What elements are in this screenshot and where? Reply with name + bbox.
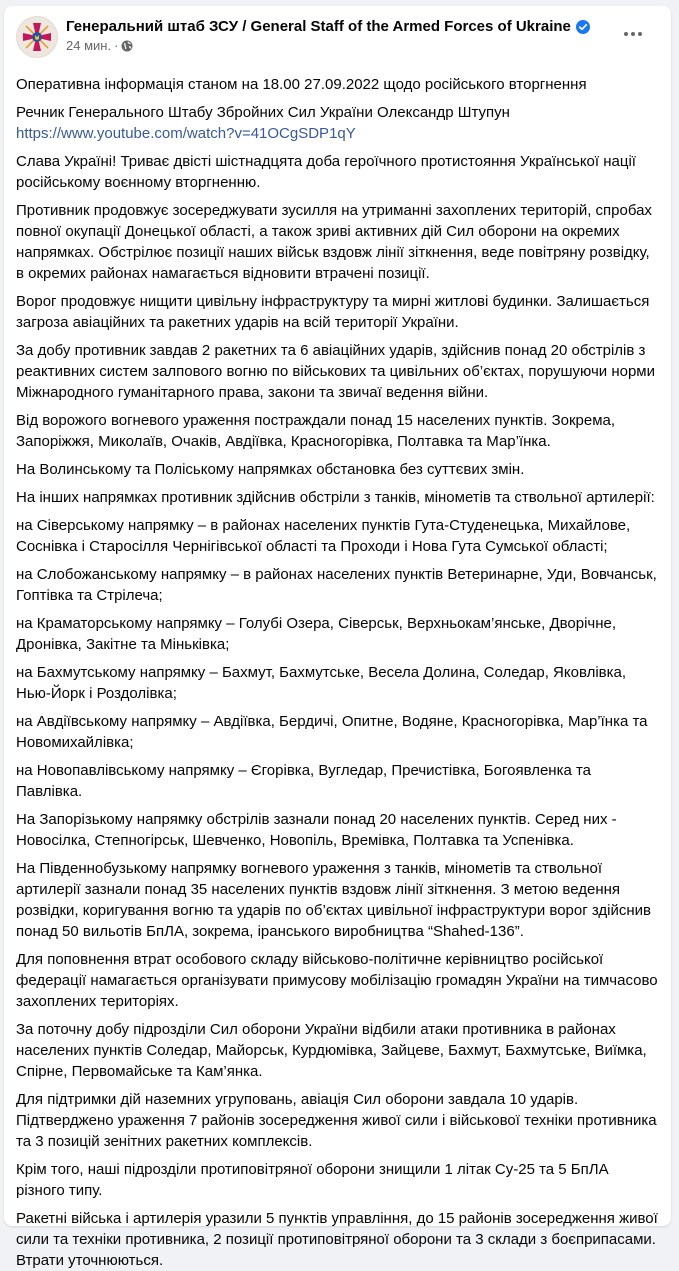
paragraph: За поточну добу підрозділи Сил оборони України відбили атаки противника в районах населених пунктів Соледар, Майорськ, Курдюмівка, Зайцеве, Бахмут, Бахмутське, Виїмка, Спірне, Первомайське та Кам’янка. xyxy=(16,1021,647,1080)
paragraph: на Краматорському напрямку – Голубі Озера, Сіверськ, Верхньокам’янське, Дворічне, Дронівка, Закітне та Міньківка; xyxy=(16,615,617,653)
separator: · xyxy=(114,38,119,53)
post-meta xyxy=(66,17,590,55)
paragraph: На Запорізькому напрямку обстрілів зазнали понад 20 населених пунктів. Серед них - Новосілка, Степногірськ, Шевченко, Новопіль, Времівка, Полтавка та Успенівка. xyxy=(16,811,617,849)
more-dot xyxy=(638,32,642,36)
paragraph: Противник продовжує зосереджувати зусилля на утриманні захоплених територій, спробах повної окупації Донецької області, а також зриві активних дій Сил оборони на окремих напрямках. Обстрілює позиції наших військ вздовж лінії зіткнення, веде повітряну розвідку, в окремих районах намагається відновити втрачені позиції. xyxy=(16,202,652,282)
paragraph: Крім того, наші підрозділи протиповітряної оборони знищили 1 літак Су-25 та 5 БпЛА різного типу. xyxy=(16,1161,609,1199)
author-name-link[interactable]: Генеральний штаб ЗСУ / General Staff of the Armed Forces of Ukraine xyxy=(66,18,571,35)
paragraph: На інших напрямках противник здійснив обстріли з танків, мінометів та ствольної артилерії: xyxy=(16,489,655,506)
paragraph-title: Оперативна інформація станом на 18.00 27.09.2022 щодо російського вторгнення xyxy=(16,76,587,93)
post-header xyxy=(4,6,671,68)
author-row xyxy=(66,17,590,36)
more-options-icon xyxy=(624,32,628,36)
post-card xyxy=(4,6,671,1269)
paragraph: Для поповнення втрат особового складу військово-політичне керівництво російської федерації намагається організувати примусову мобілізацію громадян України на тимчасово захоплених територіях. xyxy=(16,951,658,1010)
spokesperson-text: Речник Генерального Штабу Збройних Сил України Олександр Штупун xyxy=(16,104,510,121)
paragraph: На Волинському та Поліському напрямках обстановка без суттєвих змін. xyxy=(16,461,525,478)
post-text xyxy=(4,68,671,1271)
paragraph: Ворог продовжує нищити цивільну інфраструктуру та мирні житлові будинки. Залишається загроза авіаційних та ракетних ударів на всій території України. xyxy=(16,293,650,331)
paragraph: на Сіверському напрямку – в районах населених пунктів Гута-Студенецька, Михайлове, Соснівка і Старосілля Чернігівської області та Проходи і Нова Гута Сумської області; xyxy=(16,517,631,555)
avatar[interactable] xyxy=(16,16,58,58)
post-subtitle xyxy=(66,37,590,55)
paragraph: на Бахмутському напрямку – Бахмут, Бахмутське, Весела Долина, Соледар, Яковлівка, Нью-Йорк і Роздолівка; xyxy=(16,664,627,702)
post-timestamp-link[interactable]: 24 мин. xyxy=(66,38,112,53)
youtube-link[interactable]: https://www.youtube.com/watch?v=41OCgSDP1qY xyxy=(16,125,356,142)
paragraph: Слава Україні! Триває двісті шістнадцята доба героїчного протистояння Української нації російському воєнному вторгненню. xyxy=(16,153,636,191)
more-options-button[interactable] xyxy=(615,24,651,44)
paragraph: на Авдіївському напрямку – Авдіївка, Бердичі, Опитне, Водяне, Красногорівка, Мар’їнка та Новомихайлівка; xyxy=(16,713,648,751)
paragraph: Від ворожого вогневого ураження постраждали понад 15 населених пунктів. Зокрема, Запоріжжя, Миколаїв, Очаків, Авдіївка, Красногорівка, Полтавка та Мар’їнка. xyxy=(16,412,616,450)
paragraph: Ракетні війська і артилерія уразили 5 пунктів управління, до 15 районів зосередження живої сили та техніки противника, 2 позиції протиповітряної оборони та 3 склади з боєприпасами. Втрати уточнюються. xyxy=(16,1210,658,1269)
paragraph: на Новопавлівському напрямку – Єгорівка, Вугледар, Пречистівка, Богоявленка та Павлівка. xyxy=(16,762,592,800)
verified-badge-icon xyxy=(576,20,590,34)
paragraph: За добу противник завдав 2 ракетних та 6 авіаційних ударів, здійснив понад 20 обстрілів з реактивних систем залпового вогню по військових та цивільних об’єктах, порушуючи норми Міжнародного гуманітарного права, закони та звичаї ведення війни. xyxy=(16,342,655,401)
general-staff-emblem-icon xyxy=(20,20,54,54)
paragraph: На Південнобузькому напрямку вогневого ураження з танків, мінометів та ствольної артилерії зазнали понад 35 населених пунктів вздовж лінії зіткнення. З метою ведення розвідки, коригування вогню та ударів по об’єктах цивільної інфраструктури ворог здійснив понад 50 вильотів БпЛА, зокрема, іранського виробництва “Shahed-136”. xyxy=(16,860,652,940)
paragraph: на Слобожанському напрямку – в районах населених пунктів Ветеринарне, Уди, Вовчанськ, Гоптівка та Стрілеча; xyxy=(16,566,657,604)
globe-icon[interactable] xyxy=(121,40,133,52)
paragraph: Для підтримки дій наземних угруповань, авіація Сил оборони завдала 10 ударів. Підтверджено ураження 7 районів зосередження живої сили і військової техніки противника та 3 позицій зенітних ракетних комплексів. xyxy=(16,1091,657,1150)
more-dot xyxy=(631,32,635,36)
paragraph-spokesperson xyxy=(16,102,659,144)
